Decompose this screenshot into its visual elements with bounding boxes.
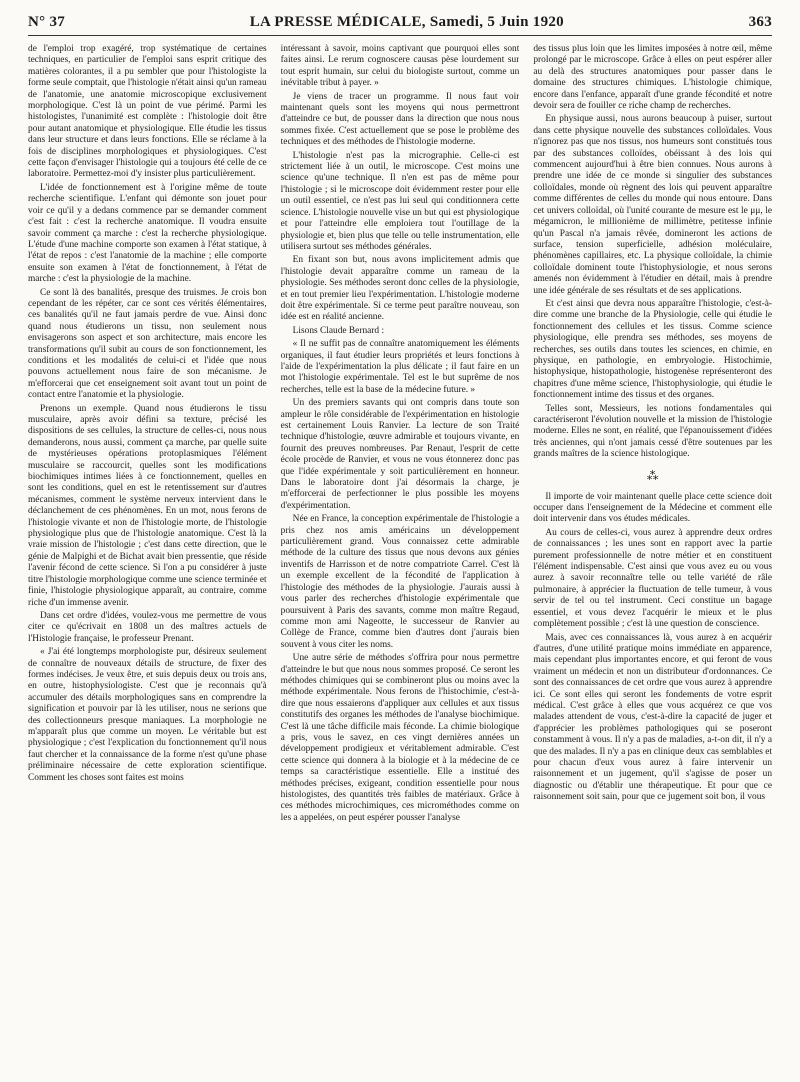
paragraph: Telles sont, Messieurs, les notions fondamentales qui caractériseront l'évolution nouvelle et la mission de l'histologie moderne. Elles ne sont, en réalité, que l'épanouissement d'idées très anciennes, qui n'ont jamais cessé d'être soutenues par les grands maîtres de la science histologique.: [533, 403, 772, 460]
journal-title: LA PRESSE MÉDICALE, Samedi, 5 Juin 1920: [249, 14, 564, 30]
column-3: [533, 44, 772, 1069]
columns: [28, 44, 772, 1069]
paragraph: Je viens de tracer un programme. Il nous faut voir maintenant quels sont les moyens qui nous permettront d'atteindre ce but, de pousser dans la direction que nous nous sommes fixée. C'est actuellement que se pose le problème des techniques et des méthodes de l'histologie moderne.: [280, 91, 520, 148]
paragraph: Mais, avec ces connaissances là, vous aurez à en acquérir d'autres, d'une utilité pratique moins immédiate en apparence, mais cependant plus importantes encore, et qui feront de vous vraiment un médecin et non un distributeur d'ordonnances. Ce sont des connaissances de cet ordre que vous aurez à apprendre ici. Ce sont elles qui seront les fondements de votre esprit médical. C'est grâce à elles que vous acquérez ce que vos malades attendent de vous, c'est-à-dire la capacité de juger et d'apprécier les problèmes pathologiques qui se poseront constamment à vous. Il n'y a pas de maladies, a-t-on dit, il n'y a que des malades. Il n'y a pas en clinique deux cas semblables et pour chacun d'eux vous aurez à faire intervenir un raisonnement et un jugement, qu'il s'agisse de poser un diagnostic ou d'établir une thérapeutique. Et pour que ce raisonnement soit sain, pour que ce jugement soit bon, il vous: [533, 632, 772, 803]
paragraph: des tissus plus loin que les limites imposées à notre œil, même prolongé par le microscope. Grâce à elles on peut espérer aller au delà des structures anatomiques pour passer dans le domaine des structures chimiques. L'histologie chimique, encore dans l'enfance, apparaît d'une grande fécondité et notre devoir sera de fouiller ce riche champ de recherches.: [533, 44, 772, 112]
paragraph: de l'emploi trop exagéré, trop systématique de certaines techniques, en particulier de l'emploi sans esprit critique des matières colorantes, il a pu sembler que pour l'histologiste la forme seule comptait, que l'histologie n'était ainsi qu'un rameau de l'anatomie, une anatomie microscopique exclusivement morphologique. C'est là un point de vue périmé. Parmi les histologistes, l'unanimité est complète : l'histologie doit être pour autant anatomique et physiologique. Elle étudie les tissus dans leur structure et dans leurs fonctions. Elle se réclame à la fois de disciplines morphologiques et physiologiques. C'est cette façon d'envisager l'histologie qui a toujours été celle de ce laboratoire. Permettez-moi d'y insister plus particulièrement.: [28, 44, 267, 180]
paragraph: Ce sont là des banalités, presque des truismes. Je crois bon cependant de les répéter, car ce sont ces vérités élémentaires, ces banalités qu'il ne faut jamais perdre de vue. Ainsi donc quand nous étudierons un tissu, non seulement nous envisagerons son aspect et son architecture, mais encore les transformations qu'il subit au cours de son fonctionnement, les conditions et les modalités de celui-ci et l'idée que nous pouvons actuellement nous faire de son mécanisme. Je m'efforcerai que cet enseignement soit avant tout un point de contact entre l'anatomie et la physiologie.: [28, 287, 267, 401]
paragraph: Lisons Claude Bernard :: [292, 325, 385, 336]
page-header: [28, 14, 772, 36]
issue-number: N° 37: [28, 14, 66, 30]
paragraph: Une autre série de méthodes s'offrira pour nous permettre d'atteindre le but que nous nous sommes proposé. Ce seront les méthodes chimiques qui se combineront plus ou moins avec la méthode expérimentale. Nous ferons de l'histochimie, c'est-à-dire que nous essaierons d'appliquer aux cellules et aux tissus constitutifs des organes les méthodes de l'analyse biochimique. C'est là une tâche difficile mais féconde. La chimie biologique a pris, vous le savez, en ces vingt dernières années un développement prodigieux et véritablement admirable. C'est cette science qui donnera à la biologie et à la médecine de ce temps sa caractéristique essentielle. Elle a institué des méthodes précises, exigeant, condition essentielle pour nous histologistes, des quantités très faibles de matériaux. Grâce à ces méthodes microchimiques, ces microméthodes comme on les a appelées, on peut espérer pousser l'analyse: [280, 653, 520, 823]
paragraph: « J'ai été longtemps morphologiste pur, désireux seulement de connaître de nouveaux détails de structure, de fixer des formes indécises. Je veux être, et suis depuis deux ou trois ans, en outre, histophysiologiste. C'est que je reconnais qu'à accumuler des détails morphologiques sans en comprendre la signification et pouvoir par là les utiliser, nous ne serions que des collectionneurs presque maniaques. La morphologie ne m'apparaît plus que comme un moyen. Le véritable but est physiologique ; c'est l'explication du fonctionnement qu'il nous faut chercher et la connaissance de la forme n'est qu'une phase préliminaire nécessaire de cette exploration scientifique. Comment les choses sont faites est moins: [28, 647, 267, 783]
paragraph: Au cours de celles-ci, vous aurez à apprendre deux ordres de connaissances ; les unes sont en rapport avec la partie purement professionnelle de notre métier et en constituent l'élément indispensable. C'est ainsi que vous avez eu ou vous aurez à savoir reconnaître telle ou telle variété de râle pulmonaire, à apprécier la fluctuation de telle tumeur, à vous servir de tel ou tel instrument. Ceci constitue un bagage essentiel, et vous devez l'acquérir le mieux et le plus complètement possible ; c'est là une question de conscience.: [533, 527, 772, 630]
section-separator: ⁂: [646, 468, 659, 483]
paragraph: Née en France, la conception expérimentale de l'histologie a pris chez nos amis américains un développement particulièrement grand. Vous connaissez cette admirable méthode de la culture des tissus que nous devons aux génies inventifs de Harrisson et de notre compatriote Carrel. C'est là un exemple excellent de la fécondité de l'application à l'histologie des méthodes de la physiologie. J'aurais aussi à vous parler des recherches d'histologie expérimentale que poursuivent à Paris des savants, comme mon maître Regaud, comme mon ami Nageotte, le successeur de Ranvier au Collège de France, comme bien d'autres dont j'aurais bien souvent à vous citer les noms.: [280, 514, 520, 650]
paragraph: L'histologie n'est pas la micrographie. Celle-ci est strictement liée à un outil, le microscope. C'est moins une science qu'une technique. Il n'en est pas de même pour l'histologie ; si le microscope doit évidemment rester pour elle un outil essentiel, ce n'est pas lui seul qui conditionnera cette science. L'histologie nouvelle vise un but qui est physiologique et pour l'atteindre elle emploiera tout l'outillage de la physiologie et, bien plus que telle ou telle instrumentation, elle utilisera surtout ses méthodes générales.: [280, 150, 520, 252]
paragraph: En physique aussi, nous aurons beaucoup à puiser, surtout dans cette physique nouvelle des substances colloïdales. Vous n'ignorez pas que nos tissus, nos humeurs sont constitués tous par des substances colloïdes, obéissant à des lois qui commencent aujourd'hui à être bien connues. Nous aurons à prendre une idée de ce monde si singulier des substances colloïdales, monde où règnent des lois qui peuvent apparaître comme différentes de celles du monde qui nous entoure. Dans cet univers colloïdal, où l'unité courante de mesure est le μμ, le mégamicron, le millionième de millimètre, petitesse infinie qu'un Pascal n'a jamais rêvée, domineront les actions de surface, tension superficielle, adhésion moléculaire, phénomènes capillaires, etc. La physique colloïdale, la chimie colloïdale dominent toute l'histophysiologie, et nous serons amenés non évidemment à l'étudier en détail, mais à prendre une idée générale de ses résultats et de ses applications.: [533, 114, 772, 296]
page-number: 363: [748, 14, 772, 30]
paragraph: Il importe de voir maintenant quelle place cette science doit occuper dans l'enseignement de la Médecine et comment elle doit intervenir dans vos études médicales.: [533, 491, 772, 525]
paragraph: Et c'est ainsi que devra nous apparaître l'histologie, c'est-à-dire comme une branche de la Physiologie, celle qui étudie le fonctionnement des cellules et les tissus. Comme science physiologique, elle prendra ses méthodes, ses moyens de recherches, ses outils dans toutes les sciences, en chimie, en physique, en pathologie, en embryologie. Histochimie, histophysique, histopathologie, histogenèse représenteront des chapitres d'une même science, l'histophysiologie, qui étudie le fonctionnement intime des tissus et des organes.: [533, 298, 772, 401]
paragraph: Dans cet ordre d'idées, voulez-vous me permettre de vous citer ce qu'écrivait en 1808 un des maîtres actuels de l'Histologie française, le professeur Prenant.: [28, 610, 267, 644]
paragraph: L'idée de fonctionnement est à l'origine même de toute recherche scientifique. L'enfant qui démonte son jouet pour voir ce qu'il y a dedans commence par se demander comment c'est fait : c'est la recherche anatomique. Il voudra ensuite savoir comment ça marche : c'est la recherche physiologique. L'étude d'une machine comporte son examen à l'état statique, à l'état de repos : c'est l'anatomie de la machine ; elle comporte ensuite son examen à l'état de fonctionnement, à l'état de marche : c'est la physiologie de la machine.: [28, 182, 267, 285]
paragraph: « Il ne suffit pas de connaître anatomiquement les éléments organiques, il faut étudier leurs propriétés et leurs fonctions à l'aide de l'expérimentation la plus délicate ; il faut faire en un mot l'histologie expérimentale. Tel est le but suprême de nos recherches, telle est la base de la médecine future. »: [280, 339, 520, 395]
column-2: [281, 44, 520, 1069]
paragraph: En fixant son but, nous avons implicitement admis que l'histologie devait apparaître comme un rameau de la physiologie. Ses méthodes seront donc celles de la physiologie, et en tout premier lieu l'expérimentation. L'histologie moderne doit être expérimentale. Si ce terme peut paraître nouveau, son idée est en réalité ancienne.: [280, 255, 520, 323]
paragraph: intéressant à savoir, moins captivant que pourquoi elles sont faites ainsi. Le rerum cognoscere causas pèse lourdement sur tout esprit humain, sur celui du biologiste surtout, comme un inévitable tribut à payer. »: [280, 44, 520, 89]
column-1: [28, 44, 267, 1069]
paragraph: Prenons un exemple. Quand nous étudierons le tissu musculaire, après avoir défini sa texture, précisé les dispositions de ses cellules, la structure de celles-ci, nous nous demanderons, nous aussi, comment ça marche, par quelle suite de mystérieuses opérations protoplasmiques l'élément musculaire se raccourcit, quelles sont les modifications biochimiques intimes liées à ce fonctionnement, quelles en sont les conditions, quel en est le retentissement sur d'autres mécanismes, comment le système nerveux intervient dans le déclanchement de ces phénomènes. En un mot, nous ferons de l'histologie vivante et non de l'histologie morte, de l'histologie physiologique plus que de l'histologie anatomique. C'est là la vraie mission de l'histologie ; c'est dans cette direction, que le génie de Malpighi et de Bichat avait bien pressentie, que réside l'avenir fécond de cette science. Si l'on a pu considérer à juste titre l'histologie morphologique comme une science terminée et finie, l'histologie physiologique apparaît, au contraire, comme riche d'un immense avenir.: [28, 403, 267, 608]
paragraph: Un des premiers savants qui ont compris dans toute son ampleur le rôle considérable de l'expérimentation en histologie est certainement Louis Ranvier. La lecture de son Traité technique d'histologie, œuvre admirable et toujours vivante, en fournit des preuves nombreuses. Par Renaut, l'esprit de cette école procède de Ranvier, et vous ne vous étonnerez donc pas que l'idée expérimentale y soit particulièrement en honneur. Dans le laboratoire dont j'ai désormais la charge, je m'efforcerai de perfectionner le plus possible les moyens d'expérimentation.: [280, 398, 520, 511]
